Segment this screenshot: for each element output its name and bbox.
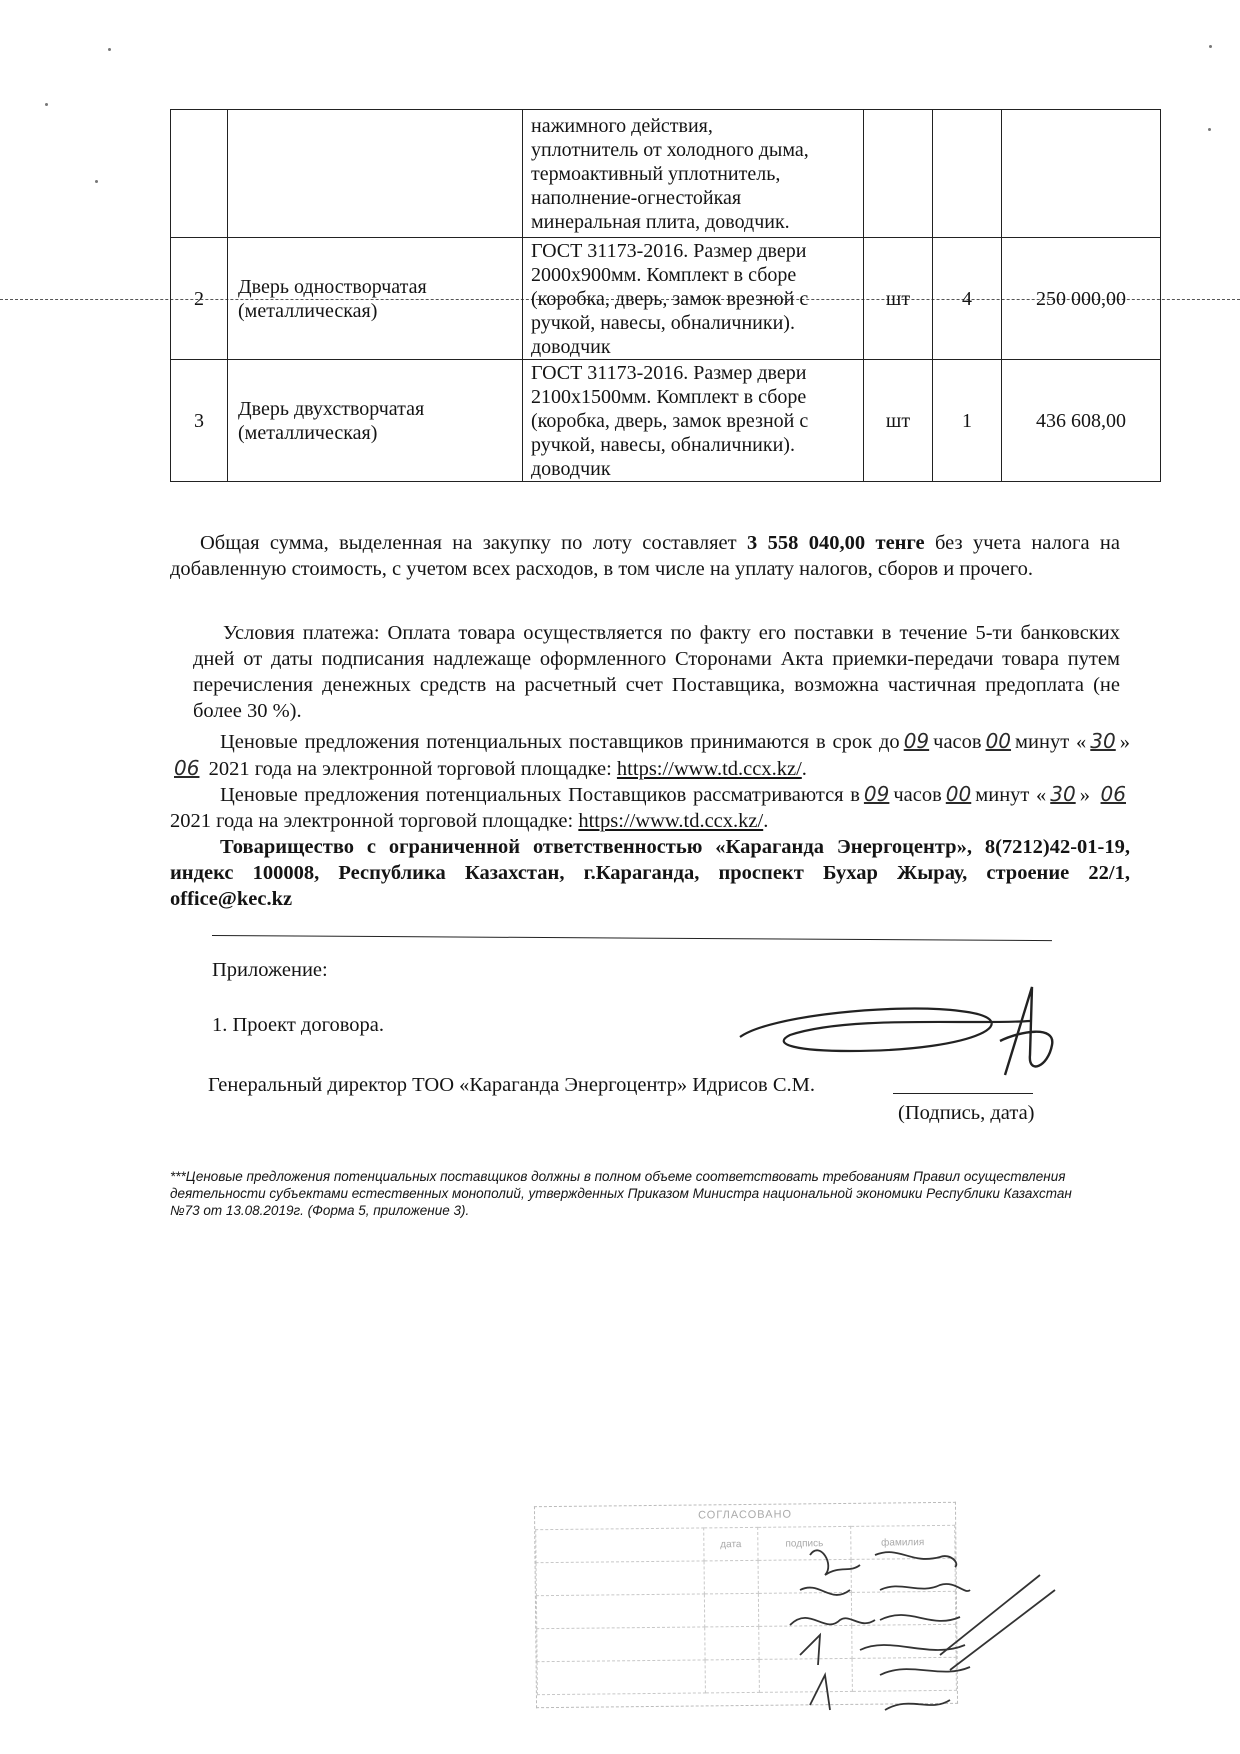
cell-unit: шт <box>864 360 933 482</box>
review-quote-close: » <box>1079 784 1090 806</box>
cell-description-line: нажимного действия, <box>531 114 713 137</box>
cell-description-line: доводчик <box>531 457 611 480</box>
company-details-text: Товарищество с ограниченной ответственностью «Караганда Энергоцентр», 8(7212)42-01-19, индекс 100008, Республика Казахстан, г.Караганда, проспект Бухар Жырау, строение 22/1, office@kec.kz <box>170 836 1130 910</box>
scan-speck <box>1208 128 1211 131</box>
cell-sum <box>1002 110 1161 238</box>
cell-sum: 436 608,00 <box>1002 360 1161 482</box>
cell-description-line: наполнение-огнестойкая <box>531 186 742 209</box>
cell-name-line: (металлическая) <box>238 299 378 322</box>
total-sum-tail: без учета налога на добавленную стоимость, с учетом всех расходов, в том числе на уплату налогов, сборов и прочего. <box>170 532 1120 580</box>
total-sum-amount: 3 558 040,00 <box>747 532 866 554</box>
acceptance-minutes-label: минут <box>1015 731 1070 753</box>
total-sum-paragraph: Общая сумма, выделенная на закупку по лоту составляет 3 558 040,00 тенге без учета налога на добавленную стоимость, с учетом всех расходов, в том числе на уплату налогов, сборов и прочего. <box>170 532 1120 580</box>
review-day-handwritten: 30 <box>1050 782 1076 806</box>
cell-name-line: Дверь двухстворчатая <box>238 397 425 420</box>
appendix-item-1: 1. Проект договора. <box>212 1014 385 1036</box>
cell-name <box>228 360 523 482</box>
cell-number: 3 <box>171 360 228 482</box>
stamp-col-date: дата <box>703 1527 758 1561</box>
review-text-2: 2021 года на электронной торговой площадке: <box>170 810 574 832</box>
review-hours-handwritten: 09 <box>863 782 890 806</box>
acceptance-quote-close: » <box>1119 731 1130 753</box>
director-signature <box>730 975 1090 1085</box>
acceptance-hours-handwritten: 09 <box>903 729 930 753</box>
review-minutes-label: минут <box>975 784 1030 806</box>
appendix-title: Приложение: <box>212 959 328 981</box>
review-end: . <box>763 810 769 832</box>
cell-description-line: ГОСТ 31173-2016. Размер двери <box>531 239 807 262</box>
stamp-title: СОГЛАСОВАНО <box>697 1508 793 1522</box>
cell-number <box>171 110 228 238</box>
acceptance-link[interactable]: https://www.td.ccx.kz/ <box>616 758 802 780</box>
acceptance-hours-label: часов <box>933 731 982 753</box>
scan-speck <box>45 103 48 106</box>
cell-description-line: 2100х1500мм. Комплект в сборе <box>531 385 807 408</box>
acceptance-month-handwritten: 06 <box>174 756 200 780</box>
cell-description-line: термоактивный уплотнитель, <box>531 162 781 185</box>
acceptance-text: Ценовые предложения потенциальных поставщиков принимаются в срок до <box>220 731 900 753</box>
cell-description <box>523 238 864 360</box>
payment-terms-text: Условия платежа: Оплата товара осуществляется по факту его поставки в течение 5-ти банковских дней от даты подписания надлежаще оформленного Сторонами Акта приемки-передачи товара путем перечисления денежных средств на расчетный счет Поставщика, возможна частичная предоплата (не более 30 %). <box>193 622 1120 722</box>
approval-signatures <box>780 1535 1070 1725</box>
review-paragraph <box>170 781 1130 834</box>
cell-description-line: доводчик <box>531 335 611 358</box>
goods-table <box>170 109 1161 482</box>
cell-quantity: 4 <box>933 238 1002 360</box>
acceptance-quote-open: « <box>1076 731 1087 753</box>
cell-name-line: Дверь одностворчатая <box>238 275 427 298</box>
review-month-handwritten: 06 <box>1100 782 1126 806</box>
stamp-col-name: фамилия <box>850 1525 955 1559</box>
cell-quantity: 1 <box>933 360 1002 482</box>
cell-description-line: минеральная плита, доводчик. <box>531 210 790 233</box>
cell-description-line: (коробка, дверь, замок врезной с <box>531 409 809 432</box>
table-row <box>171 110 1161 238</box>
table-row <box>171 360 1161 482</box>
stamp-col-sign: подпись <box>758 1526 851 1560</box>
acceptance-paragraph <box>170 728 1130 782</box>
signature-underline <box>893 1093 1033 1094</box>
separator-line <box>212 935 1052 941</box>
cell-name-line: (металлическая) <box>238 421 378 444</box>
footnote: ***Ценовые предложения потенциальных поставщиков должны в полном объеме соответствовать требованиям Правил осуществления деятельности субъектами естественных монополий, утвержденных Приказом Министра национальной экономики Республики Казахстан №73 от 13.08.2019г. (Форма 5, приложение 3). <box>170 1169 1072 1218</box>
cell-description <box>523 110 864 238</box>
cell-description <box>523 360 864 482</box>
payment-terms-paragraph <box>193 620 1120 724</box>
cell-sum: 250 000,00 <box>1002 238 1161 360</box>
acceptance-text-2: 2021 года на электронной торговой площадке: <box>208 758 612 780</box>
table-row <box>171 238 1161 360</box>
director-signature-line: Генеральный директор ТОО «Караганда Энергоцентр» Идрисов С.М. <box>208 1074 816 1096</box>
review-hours-label: часов <box>893 784 942 806</box>
total-sum-text: Общая сумма, выделенная на закупку по лоту составляет <box>200 532 737 554</box>
cell-quantity <box>933 110 1002 238</box>
cell-description-line: ручкой, навесы, обналичники). <box>531 433 795 456</box>
review-text: Ценовые предложения потенциальных Поставщиков рассматриваются в <box>220 784 860 806</box>
signature-caption: (Подпись, дата) <box>898 1102 1035 1124</box>
review-link[interactable]: https://www.td.ccx.kz/ <box>578 810 764 832</box>
scan-speck <box>1209 45 1212 48</box>
cell-name <box>228 238 523 360</box>
company-details <box>170 834 1130 912</box>
acceptance-end: . <box>801 758 807 780</box>
cell-description-line: 2000х900мм. Комплект в сборе <box>531 263 797 286</box>
acceptance-day-handwritten: 30 <box>1090 729 1116 753</box>
cell-description-line: ГОСТ 31173-2016. Размер двери <box>531 361 807 384</box>
cell-number: 2 <box>171 238 228 360</box>
cell-unit: шт <box>864 238 933 360</box>
scan-speck <box>95 180 98 183</box>
cell-description-line: (коробка, дверь, замок врезной с <box>531 287 809 310</box>
review-quote-open: « <box>1035 784 1047 806</box>
scan-speck <box>108 48 111 51</box>
acceptance-minutes-handwritten: 00 <box>985 729 1012 753</box>
review-minutes-handwritten: 00 <box>945 782 972 806</box>
cell-description-line: уплотнитель от холодного дыма, <box>531 138 809 161</box>
cell-name <box>228 110 523 238</box>
cell-description-line: ручкой, навесы, обналичники). <box>531 311 795 334</box>
cell-unit <box>864 110 933 238</box>
